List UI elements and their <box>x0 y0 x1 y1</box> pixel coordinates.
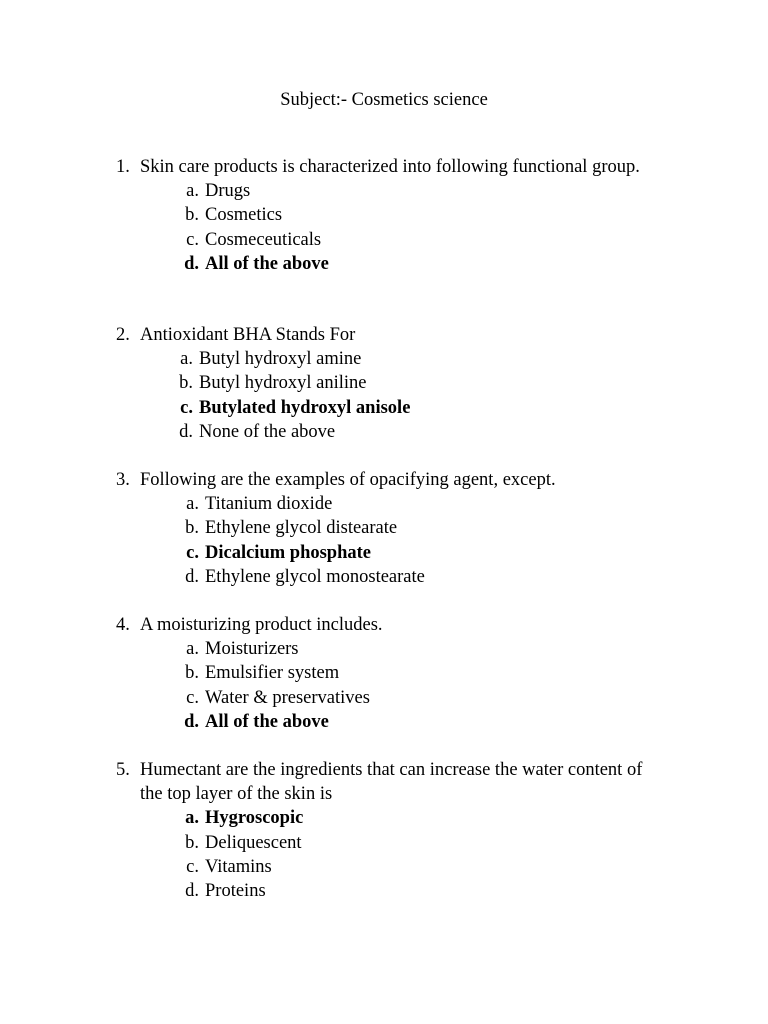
option-d <box>116 420 656 444</box>
option-c-correct-answer <box>116 396 656 420</box>
option-text: None of the above <box>199 421 336 442</box>
option-text: Moisturizers <box>205 639 299 660</box>
option-b <box>116 516 656 540</box>
question-number: 1. <box>116 157 130 177</box>
option-list <box>116 492 656 589</box>
option-a-correct-answer <box>116 806 656 830</box>
option-a <box>116 179 656 203</box>
option-letter: c. <box>180 397 193 418</box>
option-d-correct-answer <box>116 710 656 734</box>
option-d-correct-answer <box>116 252 656 276</box>
question-number: 3. <box>116 470 130 490</box>
option-list <box>116 347 656 444</box>
option-text: Cosmeceuticals <box>205 229 322 250</box>
option-text: Deliquescent <box>205 832 302 853</box>
option-text: Hygroscopic <box>205 808 304 829</box>
option-b <box>116 371 656 395</box>
option-letter: b. <box>185 832 199 853</box>
option-letter: a. <box>185 808 199 829</box>
page-title: Subject:- Cosmetics science <box>280 90 488 110</box>
option-b <box>116 203 656 227</box>
option-letter: d. <box>185 566 199 587</box>
option-letter: b. <box>185 518 199 539</box>
option-c-correct-answer <box>116 541 656 565</box>
option-letter: a. <box>180 349 193 370</box>
option-a <box>116 492 656 516</box>
question-number: 4. <box>116 615 130 635</box>
question-stem <box>116 323 656 347</box>
question-text: Humectant are the ingredients that can increase the water content of the top layer of the skin is <box>140 760 643 805</box>
option-text: Titanium dioxide <box>205 494 333 515</box>
option-text: Cosmetics <box>205 205 283 226</box>
option-letter: d. <box>184 711 199 732</box>
option-letter: d. <box>184 253 199 274</box>
question-number: 2. <box>116 325 130 345</box>
question-stem <box>116 155 656 179</box>
option-letter: c. <box>186 229 199 250</box>
option-text: Water & preservatives <box>205 687 370 708</box>
option-letter: c. <box>186 856 199 877</box>
option-letter: b. <box>179 373 193 394</box>
option-text: All of the above <box>205 253 329 274</box>
option-letter: d. <box>185 881 199 902</box>
option-letter: a. <box>186 494 199 515</box>
question-2 <box>116 323 656 444</box>
question-1 <box>116 155 656 276</box>
question-stem <box>116 468 656 492</box>
option-text: Butyl hydroxyl amine <box>199 349 362 370</box>
question-5 <box>116 758 656 903</box>
option-b <box>116 661 656 685</box>
question-stem <box>116 613 656 637</box>
option-list <box>116 806 656 903</box>
option-text: Vitamins <box>205 856 272 877</box>
question-4 <box>116 613 656 734</box>
question-number: 5. <box>116 760 130 780</box>
option-letter: c. <box>186 542 199 563</box>
option-b <box>116 831 656 855</box>
option-a <box>116 637 656 661</box>
option-text: Emulsifier system <box>205 663 340 684</box>
option-letter: a. <box>186 181 199 202</box>
question-stem <box>116 758 656 806</box>
option-text: Ethylene glycol monostearate <box>205 566 425 587</box>
option-d <box>116 879 656 903</box>
option-text: Dicalcium phosphate <box>205 542 372 563</box>
option-c <box>116 855 656 879</box>
question-3 <box>116 468 656 589</box>
option-letter: d. <box>179 421 193 442</box>
option-c <box>116 228 656 252</box>
option-text: Ethylene glycol distearate <box>205 518 398 539</box>
option-letter: b. <box>185 663 199 684</box>
option-letter: c. <box>186 687 199 708</box>
option-list <box>116 179 656 276</box>
option-letter: b. <box>185 205 199 226</box>
option-text: Butylated hydroxyl anisole <box>199 397 411 418</box>
option-list <box>116 637 656 734</box>
option-c <box>116 686 656 710</box>
question-text: Skin care products is characterized into following functional group. <box>140 157 640 177</box>
option-text: Drugs <box>205 181 251 202</box>
option-d <box>116 565 656 589</box>
question-text: Following are the examples of opacifying agent, except. <box>140 470 556 490</box>
question-text: Antioxidant BHA Stands For <box>140 325 356 345</box>
option-text: Butyl hydroxyl aniline <box>199 373 367 394</box>
option-text: All of the above <box>205 711 329 732</box>
question-text: A moisturizing product includes. <box>140 615 383 635</box>
option-text: Proteins <box>205 881 266 902</box>
option-letter: a. <box>186 639 199 660</box>
option-a <box>116 347 656 371</box>
